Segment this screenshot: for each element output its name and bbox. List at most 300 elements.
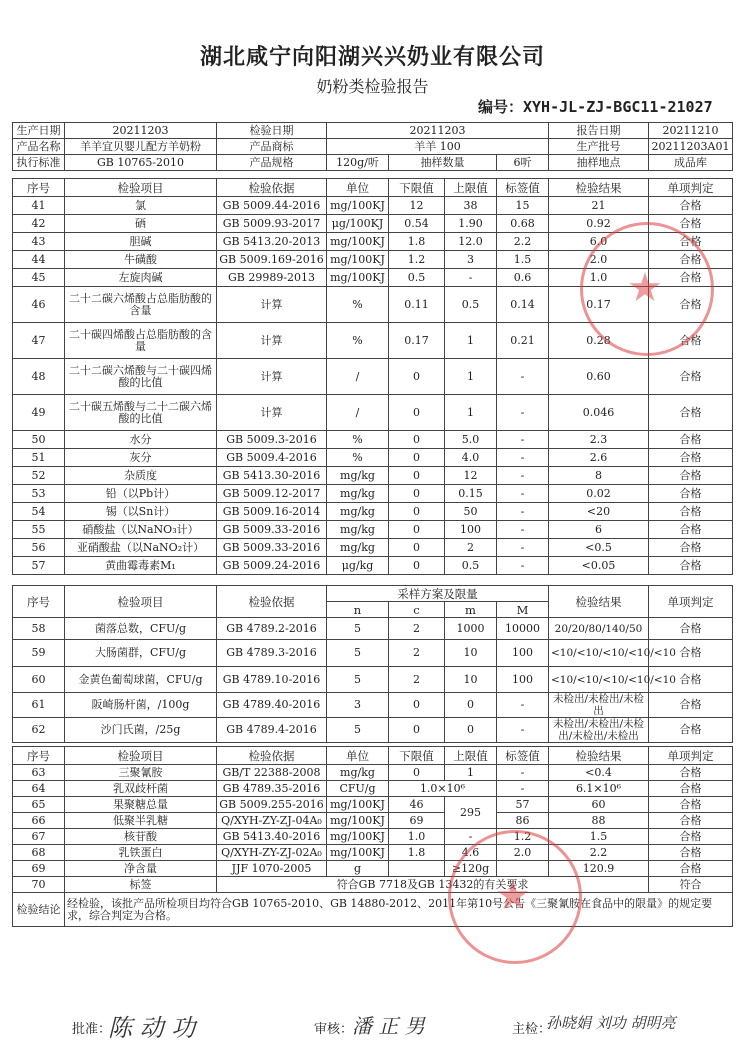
table-cell: mg/kg — [327, 503, 389, 521]
table-cell: 符合GB 7718及GB 13432的有关要求 — [217, 877, 649, 893]
table-cell: g — [327, 861, 389, 877]
table-cell: 计算 — [217, 359, 327, 395]
table-cell: - — [497, 503, 549, 521]
header-cell: 检验结果 — [549, 586, 649, 618]
table-cell: 51 — [13, 449, 65, 467]
table-cell: - — [445, 829, 497, 845]
table-cell: 计算 — [217, 287, 327, 323]
table-cell: - — [497, 781, 549, 797]
table-cell: 6.1×10⁶ — [549, 781, 649, 797]
table-cell: 果聚糖总量 — [65, 797, 217, 813]
table-cell: mg/100KJ — [327, 233, 389, 251]
header-cell: c — [389, 602, 445, 618]
table-cell: 硒 — [65, 215, 217, 233]
info-row-1 — [13, 123, 733, 139]
table-cell: GB 4789.2-2016 — [217, 618, 327, 640]
conclusion-label: 检验结论 — [13, 893, 65, 927]
table-cell: 2.6 — [549, 449, 649, 467]
header-cell: 序号 — [13, 179, 65, 197]
table-cell: 1.5 — [549, 829, 649, 845]
table-cell: 0.02 — [549, 485, 649, 503]
table-cell: 1000 — [445, 618, 497, 640]
table-cell: 0 — [445, 718, 497, 743]
table-cell: 0 — [445, 693, 497, 718]
table-cell: 100 — [445, 521, 497, 539]
table-cell: 1.8 — [389, 233, 445, 251]
table-cell: 0.6 — [497, 269, 549, 287]
table-cell: 20/20/80/140/50 — [549, 618, 649, 640]
table-cell: GB 4789.40-2016 — [217, 693, 327, 718]
table-cell: 合格 — [649, 765, 733, 781]
table-cell: mg/kg — [327, 765, 389, 781]
table-cell: - — [497, 557, 549, 575]
reviewer-label: 审核： — [314, 1022, 354, 1037]
table-cell: 0 — [389, 449, 445, 467]
table-cell: GB 5009.33-2016 — [217, 539, 327, 557]
table-cell: 0 — [389, 503, 445, 521]
table-cell: 1.90 — [445, 215, 497, 233]
info-cell: 产品规格 — [217, 155, 327, 171]
info-cell: 抽样地点 — [549, 155, 649, 171]
table-cell: 52 — [13, 467, 65, 485]
table-cell: 49 — [13, 395, 65, 431]
table-cell: 0 — [389, 467, 445, 485]
table-row — [13, 781, 733, 797]
table-cell: 金黄色葡萄球菌，CFU/g — [65, 667, 217, 693]
table-cell: 2 — [389, 667, 445, 693]
table-cell: 5.0 — [445, 431, 497, 449]
table-cell: mg/kg — [327, 485, 389, 503]
table-cell: 5 — [327, 640, 389, 667]
table-cell: 合格 — [649, 557, 733, 575]
info-cell: 6听 — [497, 155, 549, 171]
header-cell: 检验结果 — [549, 179, 649, 197]
table-cell: 氯 — [65, 197, 217, 215]
table-cell: GB 5009.12-2017 — [217, 485, 327, 503]
table-row — [13, 718, 733, 743]
table-cell: GB 4789.4-2016 — [217, 718, 327, 743]
table-header — [13, 586, 733, 602]
info-cell: 20211203 — [65, 123, 217, 139]
reviewer-signature: 潘 正 男 — [352, 1014, 425, 1038]
header-cell: 检验项目 — [65, 747, 217, 765]
table-cell: 0 — [389, 431, 445, 449]
table-cell: - — [497, 765, 549, 781]
table-cell: / — [327, 395, 389, 431]
inspector-signature: 孙晓娟 刘功 胡明亮 — [546, 1014, 676, 1032]
table-cell: GB/T 22388-2008 — [217, 765, 327, 781]
star-icon: ★ — [495, 873, 531, 919]
table-cell: 86 — [497, 813, 549, 829]
table-cell: 1.8 — [389, 845, 445, 861]
table-cell: <0.5 — [549, 539, 649, 557]
conclusion-text: 经检验，该批产品所检项目均符合GB 10765-2010、GB 14880-2012、2011年第10号公告《三聚氰胺在食品中的限量》的规定要求，综合判定为合格。 — [65, 893, 733, 927]
table-cell: 53 — [13, 485, 65, 503]
header-cell: 检验依据 — [217, 747, 327, 765]
table-cell: 50 — [13, 431, 65, 449]
table-cell: 胆碱 — [65, 233, 217, 251]
table-cell: 未检出/未检出/未检出 — [549, 693, 649, 718]
table-cell: mg/100KJ — [327, 829, 389, 845]
table-cell: 120.9 — [549, 861, 649, 877]
table-cell: 1.2 — [497, 829, 549, 845]
table-cell: 66 — [13, 813, 65, 829]
header-cell: 检验依据 — [217, 586, 327, 618]
table-cell: mg/100KJ — [327, 797, 389, 813]
table-cell: 合格 — [649, 269, 733, 287]
header-cell: 下限值 — [389, 747, 445, 765]
header-cell: 上限值 — [445, 179, 497, 197]
table-cell: 0.68 — [497, 215, 549, 233]
table-cell: 70 — [13, 877, 65, 893]
table-cell: 1 — [445, 359, 497, 395]
header-cell: 单位 — [327, 747, 389, 765]
table-cell: 0.17 — [549, 287, 649, 323]
table-row — [13, 845, 733, 861]
info-cell: 成品库 — [649, 155, 733, 171]
info-cell: 抽样数量 — [389, 155, 497, 171]
header-cell: 标签值 — [497, 747, 549, 765]
table-cell: 合格 — [649, 449, 733, 467]
table-cell: GB 4789.3-2016 — [217, 640, 327, 667]
table-cell: 54 — [13, 503, 65, 521]
table-cell: 56 — [13, 539, 65, 557]
table-cell — [389, 861, 445, 877]
table-row — [13, 359, 733, 395]
header-cell: 标签值 — [497, 179, 549, 197]
table-cell: mg/100KJ — [327, 197, 389, 215]
table-cell: 0 — [389, 693, 445, 718]
table-cell: 0.60 — [549, 359, 649, 395]
table-cell: 0.21 — [497, 323, 549, 359]
table-cell: mg/kg — [327, 521, 389, 539]
table-cell: 0.92 — [549, 215, 649, 233]
table-row — [13, 667, 733, 693]
table-cell: 1 — [445, 395, 497, 431]
table-cell: 合格 — [649, 667, 733, 693]
table-cell: % — [327, 287, 389, 323]
table-cell: 295 — [445, 797, 497, 829]
table-cell: 二十碳四烯酸占总脂肪酸的含量 — [65, 323, 217, 359]
table-cell: ≥120g — [445, 861, 497, 877]
table-row — [13, 395, 733, 431]
table-row — [13, 618, 733, 640]
table-row — [13, 693, 733, 718]
report-title: 奶粉类检验报告 — [316, 77, 429, 96]
table-cell: 净含量 — [65, 861, 217, 877]
table-cell: GB 5009.16-2014 — [217, 503, 327, 521]
table-cell: 38 — [445, 197, 497, 215]
table-cell: 0.5 — [445, 557, 497, 575]
header-cell: 上限值 — [445, 747, 497, 765]
table-cell: 42 — [13, 215, 65, 233]
table-cell: 左旋肉碱 — [65, 269, 217, 287]
table-cell: - — [497, 693, 549, 718]
table-cell: 合格 — [649, 618, 733, 640]
table-cell: 65 — [13, 797, 65, 813]
table-cell: 50 — [445, 503, 497, 521]
header-cell: 采样方案及限量 — [327, 586, 549, 602]
header-cell: 单项判定 — [649, 179, 733, 197]
table-cell: 灰分 — [65, 449, 217, 467]
table-cell: 2 — [389, 618, 445, 640]
table-cell: - — [497, 467, 549, 485]
table-cell: 合格 — [649, 693, 733, 718]
table-cell: 3 — [445, 251, 497, 269]
table-cell: 阪崎肠杆菌，/100g — [65, 693, 217, 718]
table-row — [13, 765, 733, 781]
header-cell: 单项判定 — [649, 747, 733, 765]
header-cell: 序号 — [13, 586, 65, 618]
table-cell: 0.11 — [389, 287, 445, 323]
table-cell: 64 — [13, 781, 65, 797]
table-cell: 21 — [549, 197, 649, 215]
table-cell: 亚硝酸盐（以NaNO₂计） — [65, 539, 217, 557]
table-cell: 0 — [389, 718, 445, 743]
approver-label: 批准： — [72, 1022, 112, 1037]
table-cell: 3 — [327, 693, 389, 718]
table-cell: 三聚氰胺 — [65, 765, 217, 781]
info-cell: 报告日期 — [549, 123, 649, 139]
table-header — [13, 747, 733, 765]
table-cell: 合格 — [649, 233, 733, 251]
info-cell: 羊羊宜贝婴儿配方羊奶粉 — [65, 139, 217, 155]
table-cell: 88 — [549, 813, 649, 829]
table-cell: 0 — [389, 359, 445, 395]
table-cell: 1 — [445, 765, 497, 781]
table-cell: mg/kg — [327, 467, 389, 485]
table-cell: 6.0 — [549, 233, 649, 251]
table-cell: 计算 — [217, 395, 327, 431]
table-cell: 12.0 — [445, 233, 497, 251]
table-cell: 1.0 — [549, 269, 649, 287]
table-cell: 6 — [549, 521, 649, 539]
results-table-2 — [12, 585, 733, 743]
table-cell: 67 — [13, 829, 65, 845]
table-cell: 8 — [549, 467, 649, 485]
table-cell: 55 — [13, 521, 65, 539]
table-cell: 68 — [13, 845, 65, 861]
table-cell: 合格 — [649, 521, 733, 539]
table-cell: 10 — [445, 640, 497, 667]
info-row-2 — [13, 139, 733, 155]
table-cell: 合格 — [649, 861, 733, 877]
table-cell: GB 5009.3-2016 — [217, 431, 327, 449]
table-cell: 1.0 — [389, 829, 445, 845]
table-cell: 46 — [13, 287, 65, 323]
table-row — [13, 467, 733, 485]
table-cell: GB 5009.169-2016 — [217, 251, 327, 269]
table-cell: 2.2 — [497, 233, 549, 251]
info-cell: 产品名称 — [13, 139, 65, 155]
table-cell: 合格 — [649, 829, 733, 845]
table-cell: GB 5009.44-2016 — [217, 197, 327, 215]
table-cell: 0.15 — [445, 485, 497, 503]
table-cell: <0.05 — [549, 557, 649, 575]
table-cell: 沙门氏菌，/25g — [65, 718, 217, 743]
header-cell: 下限值 — [389, 179, 445, 197]
table-cell: 计算 — [217, 323, 327, 359]
table-cell: CFU/g — [327, 781, 389, 797]
table-cell: mg/100KJ — [327, 813, 389, 829]
table-cell: 2 — [445, 539, 497, 557]
table-row — [13, 557, 733, 575]
table-cell: 0.046 — [549, 395, 649, 431]
info-cell: 20211203A01 — [649, 139, 733, 155]
table-cell: mg/100KJ — [327, 845, 389, 861]
table-cell: <20 — [549, 503, 649, 521]
table-cell: % — [327, 449, 389, 467]
table-cell: 60 — [13, 667, 65, 693]
table-cell: 4.0 — [445, 449, 497, 467]
table-cell: μg/kg — [327, 557, 389, 575]
report-number: 编号：XYH-JL-ZJ-BGC11-21027 — [478, 98, 713, 116]
table-cell: 15 — [497, 197, 549, 215]
table-cell: - — [497, 718, 549, 743]
table-row — [13, 521, 733, 539]
table-cell: 2.2 — [549, 845, 649, 861]
results-table-3 — [12, 746, 733, 927]
table-cell: % — [327, 431, 389, 449]
table-cell: 5 — [327, 718, 389, 743]
table-cell: 5 — [327, 667, 389, 693]
table-cell: 2 — [389, 640, 445, 667]
table-cell: 合格 — [649, 251, 733, 269]
table-cell: GB 29989-2013 — [217, 269, 327, 287]
table-cell: 0.5 — [389, 269, 445, 287]
table-cell: 标签 — [65, 877, 217, 893]
table-cell: 合格 — [649, 718, 733, 743]
table-cell: 48 — [13, 359, 65, 395]
table-cell: 符合 — [649, 877, 733, 893]
header-cell: 检验依据 — [217, 179, 327, 197]
table-cell: 合格 — [649, 640, 733, 667]
table-cell: 69 — [13, 861, 65, 877]
table-cell: 合格 — [649, 485, 733, 503]
table-cell: 100 — [497, 640, 549, 667]
table-cell: <10/<10/<10/<10/<10 — [549, 667, 649, 693]
table-cell: 乳铁蛋白 — [65, 845, 217, 861]
table-cell: 合格 — [649, 813, 733, 829]
table-cell: 合格 — [649, 215, 733, 233]
table-cell: 61 — [13, 693, 65, 718]
table-cell: 杂质度 — [65, 467, 217, 485]
table-row — [13, 503, 733, 521]
table-cell: 1.2 — [389, 251, 445, 269]
info-cell: 执行标准 — [13, 155, 65, 171]
table-cell: 12 — [445, 467, 497, 485]
table-cell: 0.5 — [445, 287, 497, 323]
table-cell: 2.0 — [497, 845, 549, 861]
info-cell: 20211203 — [327, 123, 549, 139]
info-cell: 羊羊 100 — [327, 139, 549, 155]
table-cell: <10/<10/<10/<10/<10 — [549, 640, 649, 667]
table-row — [13, 485, 733, 503]
table-cell: 二十二碳六烯酸与二十碳四烯酸的比值 — [65, 359, 217, 395]
info-cell: GB 10765-2010 — [65, 155, 217, 171]
table-header — [13, 179, 733, 197]
table-cell: GB 5413.40-2016 — [217, 829, 327, 845]
table-row — [13, 539, 733, 557]
table-cell: <0.4 — [549, 765, 649, 781]
table-cell: 硝酸盐（以NaNO₃计） — [65, 521, 217, 539]
table-cell: 43 — [13, 233, 65, 251]
table-cell: 57 — [13, 557, 65, 575]
table-cell: 1.0×10⁶ — [389, 781, 497, 797]
header-cell: 检验项目 — [65, 586, 217, 618]
table-cell: GB 5009.33-2016 — [217, 521, 327, 539]
info-cell: 生产批号 — [549, 139, 649, 155]
inspection-stamp — [580, 222, 714, 356]
table-cell: JJF 1070-2005 — [217, 861, 327, 877]
info-cell: 检验日期 — [217, 123, 327, 139]
table-row — [13, 431, 733, 449]
inspector-label: 主检： — [512, 1022, 552, 1037]
table-cell: 62 — [13, 718, 65, 743]
table-row — [13, 813, 733, 829]
table-cell: 合格 — [649, 781, 733, 797]
table-cell: 5 — [327, 618, 389, 640]
table-cell: 黄曲霉毒素M₁ — [65, 557, 217, 575]
info-cell: 120g/听 — [327, 155, 389, 171]
table-cell: 合格 — [649, 467, 733, 485]
table-cell: 46 — [389, 797, 445, 813]
info-table — [12, 122, 733, 171]
table-cell: GB 5413.30-2016 — [217, 467, 327, 485]
table-cell: GB 5009.4-2016 — [217, 449, 327, 467]
table-cell: 0.14 — [497, 287, 549, 323]
table-cell: 乳双歧杆菌 — [65, 781, 217, 797]
conclusion-row — [13, 893, 733, 927]
table-cell: Q/XYH-ZY-ZJ-02A₀ — [217, 845, 327, 861]
table-cell: - — [445, 269, 497, 287]
header-cell: 检验项目 — [65, 179, 217, 197]
table-cell: 二十碳五烯酸与二十二碳六烯酸的比值 — [65, 395, 217, 431]
table-cell: 60 — [549, 797, 649, 813]
table-cell: 未检出/未检出/未检出/未检出/未检出 — [549, 718, 649, 743]
table-cell: GB 5413.20-2013 — [217, 233, 327, 251]
table-cell: μg/100KJ — [327, 215, 389, 233]
table-cell: 低聚半乳糖 — [65, 813, 217, 829]
table-cell: - — [497, 521, 549, 539]
info-cell: 产品商标 — [217, 139, 327, 155]
table-cell: mg/kg — [327, 539, 389, 557]
header-cell: 单项判定 — [649, 586, 733, 618]
header-cell: 单位 — [327, 179, 389, 197]
table-cell: GB 4789.10-2016 — [217, 667, 327, 693]
table-cell: Q/XYH-ZY-ZJ-04A₀ — [217, 813, 327, 829]
table-cell: 0.17 — [389, 323, 445, 359]
table-cell: 合格 — [649, 323, 733, 359]
table-cell: 47 — [13, 323, 65, 359]
table-cell: 合格 — [649, 845, 733, 861]
table-row — [13, 197, 733, 215]
approver-signature: 陈 动 功 — [108, 1014, 196, 1042]
table-cell: - — [497, 359, 549, 395]
table-cell: 合格 — [649, 197, 733, 215]
company-name: 湖北咸宁向阳湖兴兴奶业有限公司 — [199, 45, 545, 70]
table-cell: 2.0 — [549, 251, 649, 269]
table-cell: - — [497, 431, 549, 449]
table-cell: 合格 — [649, 395, 733, 431]
table-cell: 58 — [13, 618, 65, 640]
info-cell: 20211210 — [649, 123, 733, 139]
table-cell: - — [497, 449, 549, 467]
table-cell: GB 5009.255-2016 — [217, 797, 327, 813]
table-cell: 69 — [389, 813, 445, 829]
table-cell: 1 — [445, 323, 497, 359]
table-cell: 0 — [389, 539, 445, 557]
